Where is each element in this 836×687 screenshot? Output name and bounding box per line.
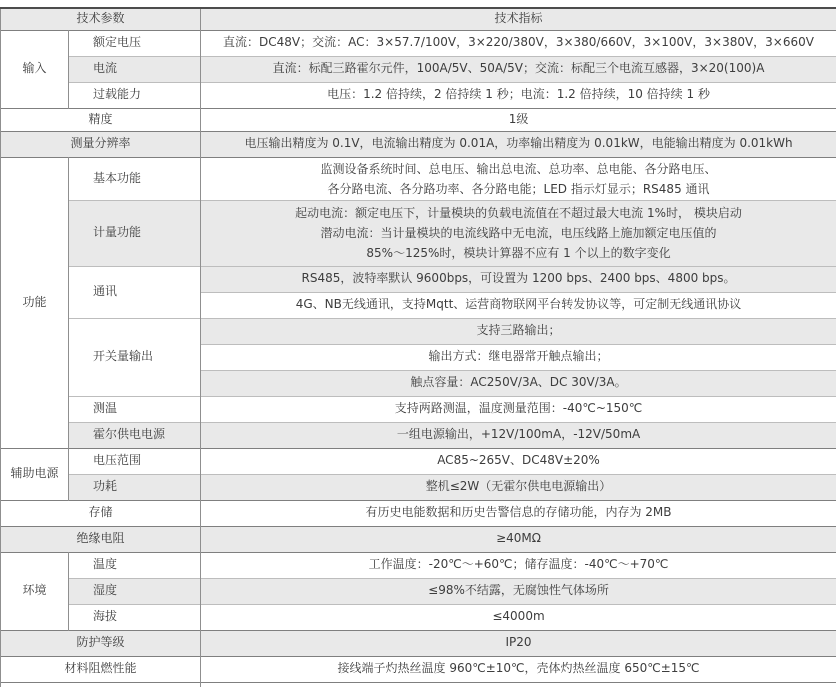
value-power-consumption-cell: 整机≤2W（无霍尔供电电源输出） [201,474,836,500]
value-switch-capacity-cell: 触点容量：AC250V/3A、DC 30V/3A。 [201,370,836,396]
value-resolution-cell: 电压输出精度为 0.1V，电流输出精度为 0.01A，功率输出精度为 0.01kW，电能输出精度为 0.01kWh [201,131,836,157]
value-comm-rs485-cell: RS485，波特率默认 9600bps，可设置为 1200 bps、2400 bps、4800 bps。 [201,266,836,292]
value-accuracy-cell: 1级 [201,108,836,131]
value-voltage-range-cell: AC85~265V、DC48V±20% [201,448,836,474]
row-humidity [1,578,836,604]
value-comm-wireless-cell: 4G、NB无线通讯，支持Mqtt、运营商物联网平台转发协议等，可定制无线通讯协议 [201,292,836,318]
label-switch-output-cell: 开关量输出 [69,318,201,396]
label-rated-voltage-cell: 额定电压 [69,30,201,56]
row-header [1,8,836,30]
value-storage-cell: 有历史电能数据和历史告警信息的存储功能，内存为 2MB [201,500,836,526]
category-function-cell: 功能 [1,157,69,448]
category-input-cell: 输入 [1,30,69,108]
row-comm-rs485 [1,266,836,292]
row-hall-supply [1,422,836,448]
label-voltage-range-cell: 电压范围 [69,448,201,474]
value-switch-mode-cell: 输出方式：继电器常开触点输出； [201,344,836,370]
value-insulation-resistance-cell: ≥40MΩ [201,526,836,552]
category-aux-power-cell: 辅助电源 [1,448,69,500]
row-resolution [1,131,836,157]
row-voltage-range [1,448,836,474]
value-basic-function-cell [201,157,836,200]
header-param-cell: 技术参数 [1,8,201,30]
row-storage [1,500,836,526]
row-altitude [1,604,836,630]
label-communication-cell: 通讯 [69,266,201,318]
spec-table [0,7,836,687]
row-switch-channels [1,318,836,344]
value-temperature-cell: 工作温度：-20℃～+60℃；储存温度：-40℃～+70℃ [201,552,836,578]
row-insulation-resistance [1,526,836,552]
row-overload [1,82,836,108]
value-metering-function-line-1: 起动电流：额定电压下，计量模块的负载电流值在不超过最大电流 1%时， 模块启动 [209,203,828,223]
label-power-consumption-cell: 功耗 [69,474,201,500]
row-rated-voltage [1,30,836,56]
cutoff-right-cell [201,682,836,687]
value-rated-voltage-cell: 直流：DC48V；交流：AC：3×57.7/100V，3×220/380V，3×380/660V，3×100V，3×380V，3×660V [201,30,836,56]
label-altitude-cell: 海拔 [69,604,201,630]
label-humidity-cell: 湿度 [69,578,201,604]
value-basic-function-line-2: 各分路电流、各分路功率、各分路电能；LED 指示灯显示；RS485 通讯 [209,179,828,199]
label-accuracy-cell: 精度 [1,108,201,131]
row-accuracy [1,108,836,131]
label-temp-measurement-cell: 测温 [69,396,201,422]
value-overload-cell: 电压：1.2 倍持续，2 倍持续 1 秒；电流：1.2 倍持续，10 倍持续 1 秒 [201,82,836,108]
row-power-consumption [1,474,836,500]
value-current-cell: 直流：标配三路霍尔元件，100A/5V、50A/5V；交流：标配三个电流互感器，3×20(100)A [201,56,836,82]
value-temp-measurement-cell: 支持两路测温，温度测量范围：-40℃~150℃ [201,396,836,422]
value-basic-function-line-1: 监测设备系统时间、总电压、输出总电流、总功率、总电能、各分路电压、 [209,159,828,179]
row-current [1,56,836,82]
value-humidity-cell: ≤98%不结露，无腐蚀性气体场所 [201,578,836,604]
label-temperature-cell: 温度 [69,552,201,578]
row-temperature [1,552,836,578]
value-hall-supply-cell: 一组电源输出，+12V/100mA，-12V/50mA [201,422,836,448]
cutoff-left-cell [1,682,201,687]
label-current-cell: 电流 [69,56,201,82]
label-hall-supply-cell: 霍尔供电电源 [69,422,201,448]
value-protection-grade-cell: IP20 [201,630,836,656]
row-temp-measurement [1,396,836,422]
label-overload-cell: 过载能力 [69,82,201,108]
label-insulation-resistance-cell: 绝缘电阻 [1,526,201,552]
category-environment-cell: 环境 [1,552,69,630]
label-resolution-cell: 测量分辨率 [1,131,201,157]
label-storage-cell: 存储 [1,500,201,526]
row-basic-function [1,157,836,200]
row-metering-function [1,200,836,266]
value-metering-function-line-2: 潜动电流：当计量模块的电流线路中无电流，电压线路上施加额定电压值的 [209,223,828,243]
label-metering-function-cell: 计量功能 [69,200,201,266]
value-altitude-cell: ≤4000m [201,604,836,630]
label-protection-grade-cell: 防护等级 [1,630,201,656]
value-switch-channels-cell: 支持三路输出； [201,318,836,344]
header-spec-cell: 技术指标 [201,8,836,30]
row-protection-grade [1,630,836,656]
row-cutoff-sliver [1,682,836,687]
label-basic-function-cell: 基本功能 [69,157,201,200]
label-flame-retardant-cell: 材料阻燃性能 [1,656,201,682]
value-metering-function-line-3: 85%～125%时，模块计算器不应有 1 个以上的数字变化 [209,243,828,263]
value-flame-retardant-cell: 接线端子灼热丝温度 960℃±10℃，壳体灼热丝温度 650℃±15℃ [201,656,836,682]
value-metering-function-cell [201,200,836,266]
row-flame-retardant [1,656,836,682]
